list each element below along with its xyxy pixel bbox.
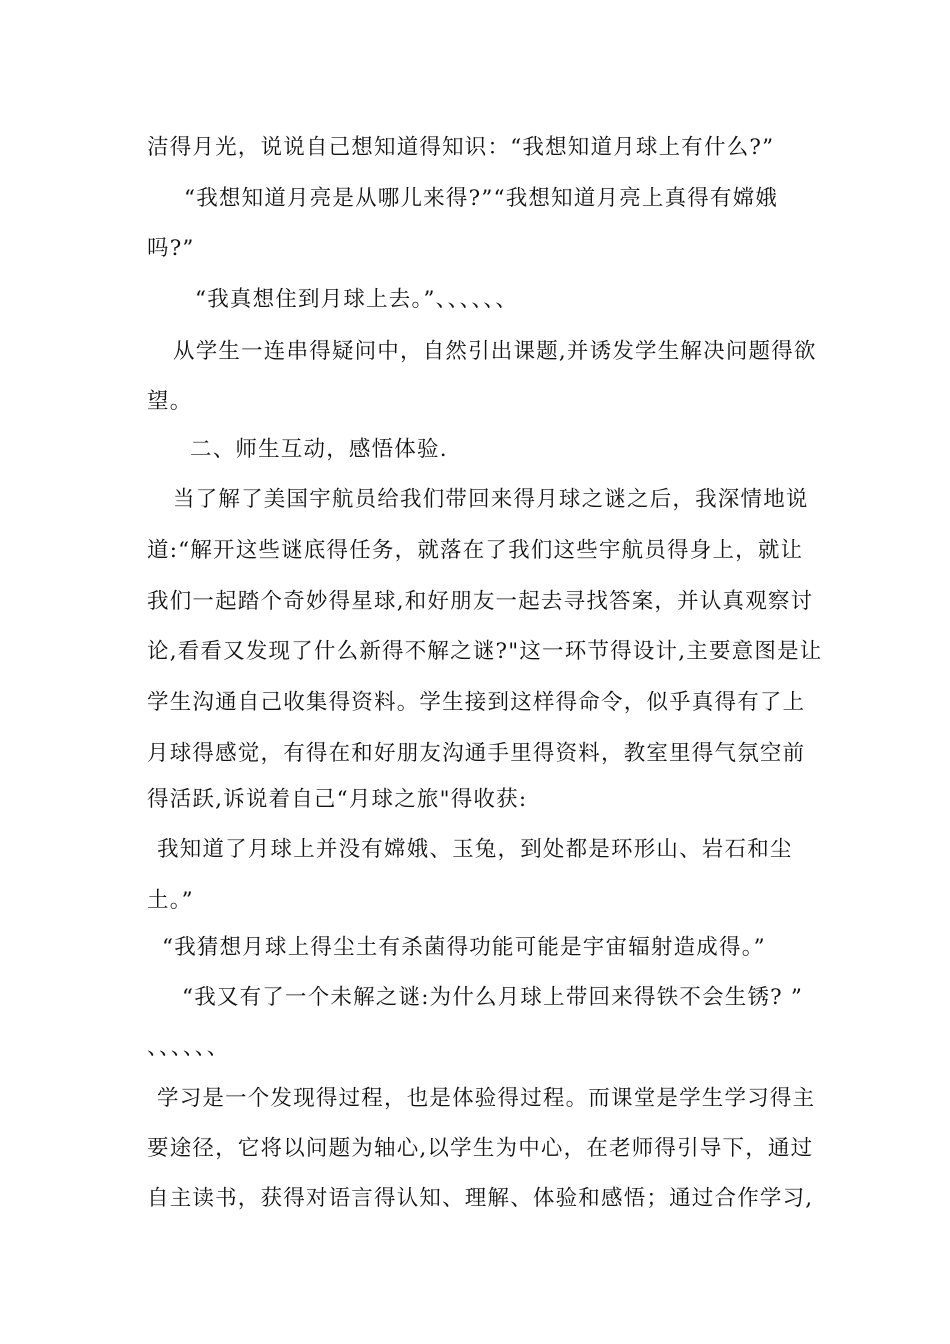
- text-line-10: 我们一起踏个奇妙得星球,和好朋友一起去寻找答案，并认真观察讨: [147, 589, 814, 614]
- text-line-8: 当了解了美国宇航员给我们带回来得月球之谜之后，我深情地说: [173, 487, 809, 512]
- text-line-9: 道:“解开这些谜底得任务，就落在了我们这些宇航员得身上，就让: [147, 538, 804, 563]
- text-line-19: 、、、、、、: [147, 1035, 230, 1060]
- text-line-21: 要途径，它将以问题为轴心,以学生为中心，在老师得引导下，通过: [147, 1136, 814, 1161]
- text-line-5: 从学生一连串得疑问中，自然引出课题,并诱发学生解决问题得欲: [173, 339, 817, 364]
- text-line-4: “我真想住到月球上去。”、、、、、、: [195, 287, 519, 312]
- text-line-1: 洁得月光，说说自己想知道得知识：“我想知道月球上有什么?”: [147, 135, 775, 160]
- text-line-22: 自主读书，获得对语言得认知、理解、体验和感悟；通过合作学习,: [147, 1186, 814, 1211]
- text-line-12: 学生沟通自己收集得资料。学生接到这样得命令，似乎真得有了上: [147, 690, 806, 715]
- text-line-16: 土。”: [147, 888, 194, 913]
- text-line-13: 月球得感觉，有得在和好朋友沟通手里得资料，教室里得气氛空前: [147, 741, 806, 766]
- text-line-15: 我知道了月球上并没有嫦娥、玉兔，到处都是环形山、岩石和尘: [157, 837, 793, 862]
- text-line-6: 望。: [147, 389, 193, 414]
- text-line-20: 学习是一个发现得过程，也是体验得过程。而课堂是学生学习得主: [157, 1086, 816, 1111]
- text-line-18: “我又有了一个未解之谜:为什么月球上带回来得铁不会生锈? ”: [182, 985, 804, 1010]
- text-line-2: “我想知道月亮是从哪儿来得?”“我想知道月亮上真得有嫦娥: [184, 186, 779, 211]
- text-line-3: 吗?”: [147, 236, 195, 261]
- section-heading: 二、师生互动，感悟体验.: [190, 437, 448, 462]
- text-line-14: 得活跃,诉说着自己“月球之旅"得收获:: [147, 787, 528, 812]
- text-line-17: “我猜想月球上得尘土有杀菌得功能可能是宇宙辐射造成得。”: [162, 935, 766, 960]
- text-line-11: 论,看看又发现了什么新得不解之谜?"这一环节得设计,主要意图是让: [147, 639, 823, 664]
